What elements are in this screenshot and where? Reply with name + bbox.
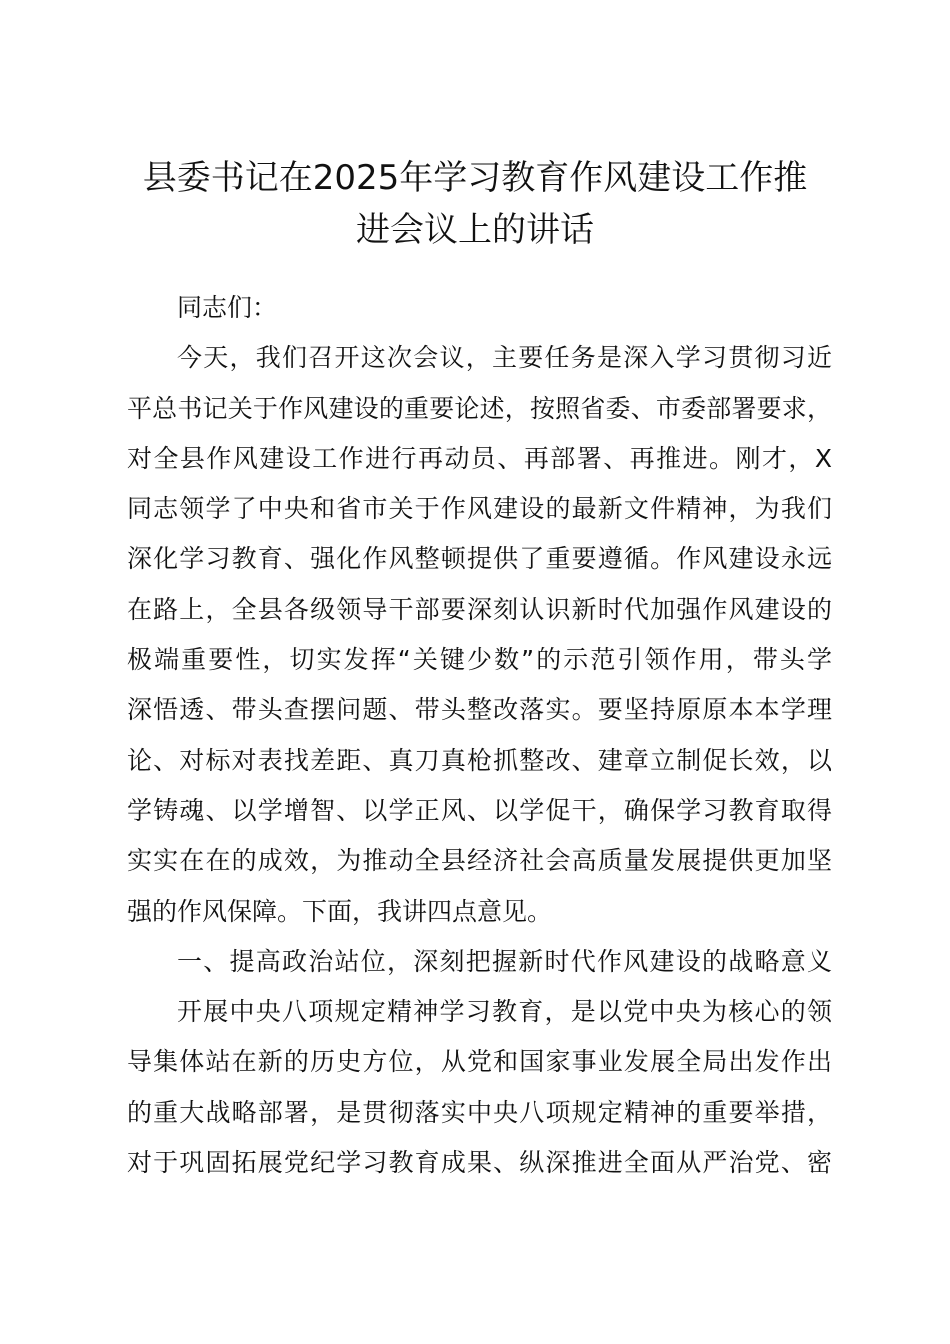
text-line: 对于巩固拓展党纪学习教育成果、纵深推进全面从严治党、密	[127, 1148, 832, 1178]
text-line: 同志们：	[177, 293, 278, 322]
text-line: 深悟透、带头查摆问题、带头整改落实。要坚持原原本本学理	[127, 695, 832, 725]
text-line: 导集体站在新的历史方位，从党和国家事业发展全局出发作出	[127, 1047, 832, 1077]
document-title	[110, 152, 840, 256]
text-line: 的重大战略部署，是贯彻落实中央八项规定精神的重要举措，	[127, 1097, 832, 1127]
text-line: 今天，我们召开这次会议，主要任务是深入学习贯彻习近	[177, 343, 832, 373]
text-line: 深化学习教育、强化作风整顿提供了重要遵循。作风建设永远	[127, 544, 832, 574]
text-line: 一、提高政治站位，深刻把握新时代作风建设的战略意义	[177, 946, 832, 976]
text-line: 在路上，全县各级领导干部要深刻认识新时代加强作风建设的	[127, 594, 832, 624]
text-line: 学铸魂、以学增智、以学正风、以学促干，确保学习教育取得	[127, 795, 832, 825]
text-line: 开展中央八项规定精神学习教育，是以党中央为核心的领	[177, 997, 832, 1027]
text-line: 平总书记关于作风建设的重要论述，按照省委、市委部署要求，	[127, 393, 832, 423]
text-line: 极端重要性，切实发挥“关键少数”的示范引领作用，带头学	[127, 645, 832, 675]
text-line: 强的作风保障。下面，我讲四点意见。	[127, 896, 553, 926]
text-line: 论、对标对表找差距、真刀真枪抓整改、建章立制促长效，以	[127, 745, 832, 775]
text-line: 对全县作风建设工作进行再动员、再部署、再推进。刚才，X	[127, 443, 832, 473]
title-line: 县委书记在2025年学习教育作风建设工作推	[142, 158, 808, 198]
title-line: 进会议上的讲话	[356, 210, 594, 250]
text-line: 实实在在的成效，为推动全县经济社会高质量发展提供更加坚	[127, 846, 832, 876]
document-body	[127, 283, 832, 1188]
text-line: 同志领学了中央和省市关于作风建设的最新文件精神，为我们	[127, 494, 832, 524]
